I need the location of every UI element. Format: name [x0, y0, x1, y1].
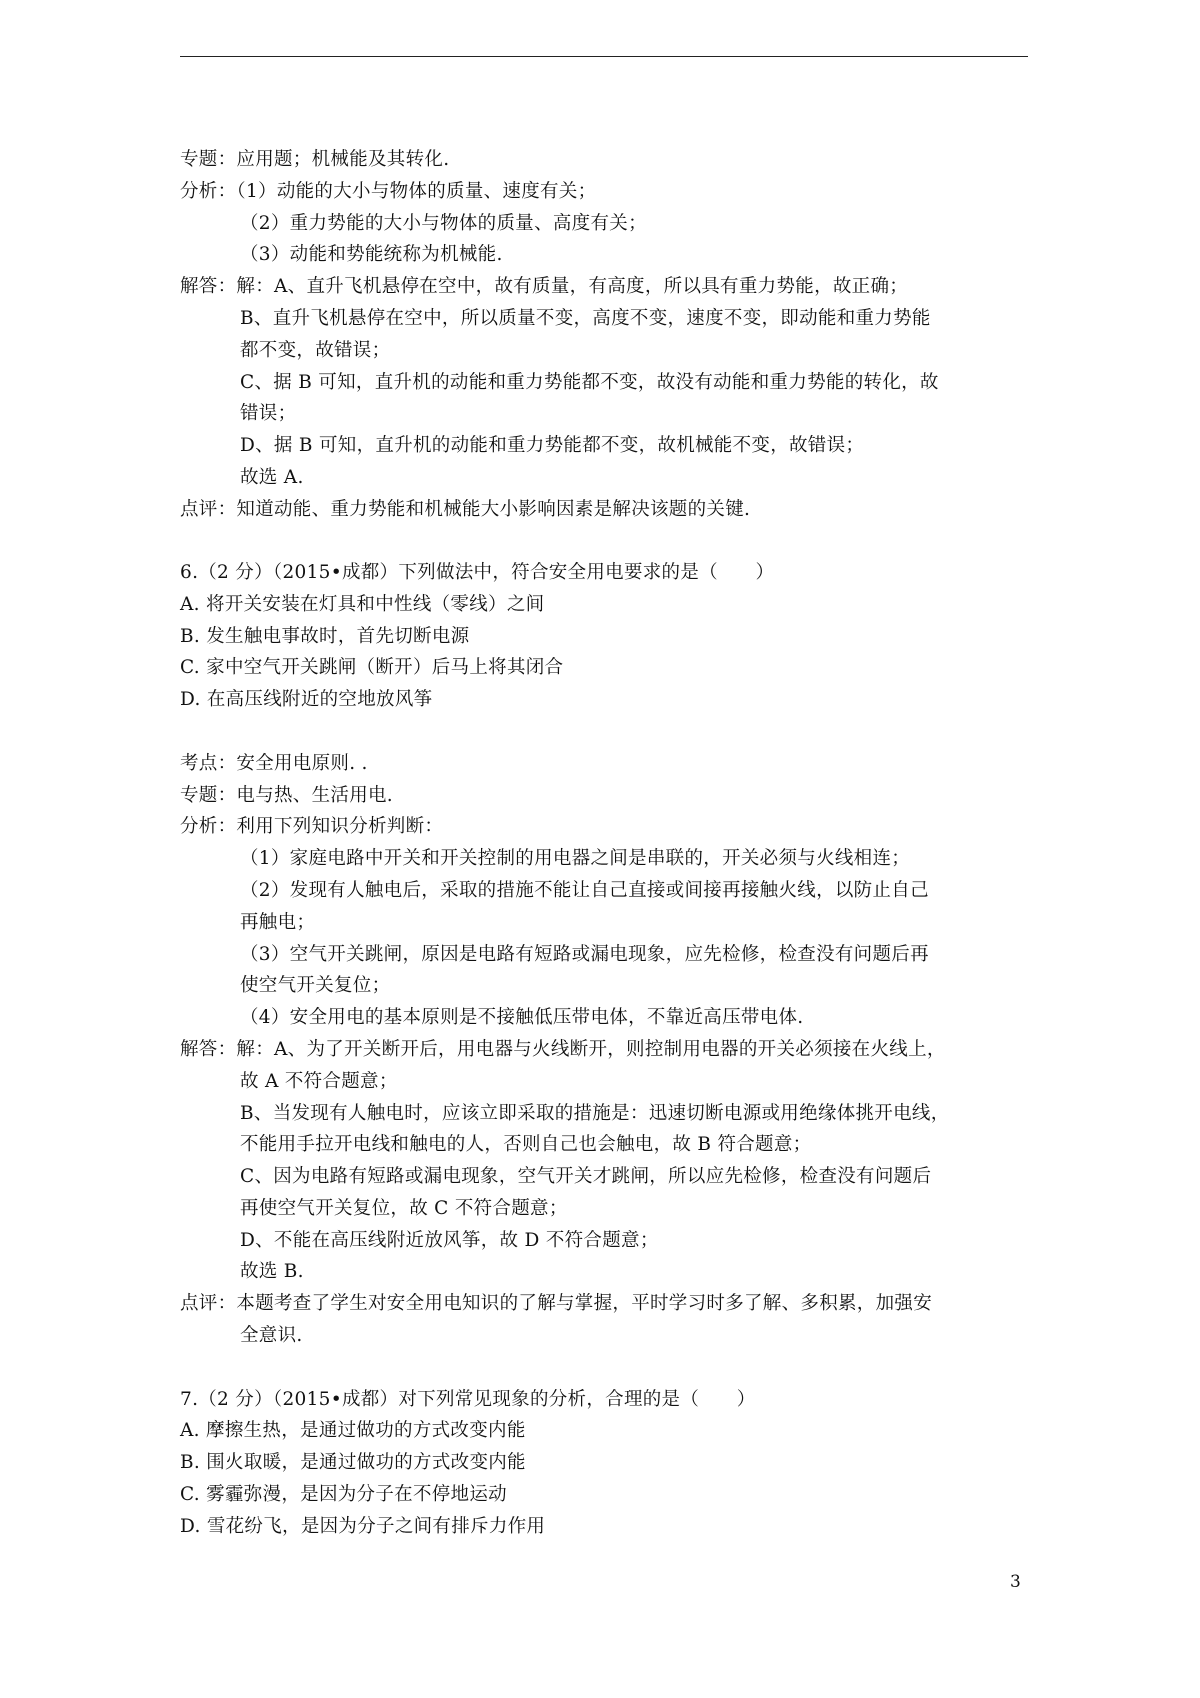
- q5-analysis-line: （2）重力势能的大小与物体的质量、高度有关；: [240, 213, 647, 234]
- q5-solution-line: 解答：解：A、直升飞机悬停在空中，故有质量，有高度，所以具有重力势能，故正确；: [180, 276, 909, 297]
- q5-solution-line: D、据 B 可知，直升机的动能和重力势能都不变，故机械能不变，故错误；: [240, 435, 865, 456]
- q5-analysis-line: 分析：（1）动能的大小与物体的质量、速度有关；: [180, 181, 597, 202]
- q6-analysis-line: 分析：利用下列知识分析判断：: [180, 816, 444, 837]
- q6-solution-line: 不能用手拉开电线和触电的人，否则自己也会触电，故 B 符合题意；: [240, 1134, 812, 1155]
- q6-option-c: C. 家中空气开关跳闸（断开）后马上将其闭合: [180, 657, 564, 678]
- q6-stem: 6.（2 分）（2015•成都）下列做法中，符合安全用电要求的是（ ）: [180, 562, 775, 583]
- q7-option-b: B. 围火取暖，是通过做功的方式改变内能: [180, 1452, 526, 1473]
- q6-analysis-line: 使空气开关复位；: [240, 975, 391, 996]
- q6-analysis-line: （2）发现有人触电后，采取的措施不能让自己直接或间接再接触火线，以防止自己: [240, 880, 929, 901]
- q5-solution-line: 故选 A.: [240, 467, 304, 488]
- q5-topic: 专题：应用题；机械能及其转化.: [180, 149, 450, 170]
- q6-option-b: B. 发生触电事故时，首先切断电源: [180, 626, 470, 647]
- q6-comment-line: 全意识.: [240, 1325, 303, 1346]
- q6-solution-line: C、因为电路有短路或漏电现象，空气开关才跳闸，所以应先检修，检查没有问题后: [240, 1166, 932, 1187]
- q6-analysis-line: （1）家庭电路中开关和开关控制的用电器之间是串联的，开关必须与火线相连；: [240, 848, 911, 869]
- q5-solution-line: C、据 B 可知，直升机的动能和重力势能都不变，故没有动能和重力势能的转化，故: [240, 372, 939, 393]
- q7-option-a: A. 摩擦生热，是通过做功的方式改变内能: [180, 1420, 526, 1441]
- q6-option-a: A. 将开关安装在灯具和中性线（零线）之间: [180, 594, 545, 615]
- q5-solution-line: 都不变，故错误；: [240, 340, 391, 361]
- q7-stem: 7.（2 分）（2015•成都）对下列常见现象的分析，合理的是（ ）: [180, 1389, 756, 1410]
- q6-analysis-line: （4）安全用电的基本原则是不接触低压带电体，不靠近高压带电体.: [240, 1007, 804, 1028]
- q7-option-d: D. 雪花纷飞，是因为分子之间有排斥力作用: [180, 1516, 546, 1537]
- q6-solution-line: 故选 B.: [240, 1261, 304, 1282]
- q6-analysis-line: 再触电；: [240, 912, 316, 933]
- page-number: 3: [1010, 1572, 1021, 1592]
- q6-analysis-line: （3）空气开关跳闸，原因是电路有短路或漏电现象，应先检修，检查没有问题后再: [240, 944, 929, 965]
- q6-solution-line: 解答：解：A、为了开关断开后，用电器与火线断开，则控制用电器的开关必须接在火线上，: [180, 1039, 946, 1060]
- q5-comment: 点评：知道动能、重力势能和机械能大小影响因素是解决该题的关键.: [180, 499, 751, 520]
- q6-point: 考点：安全用电原则. .: [180, 753, 368, 774]
- q6-solution-line: 故 A 不符合题意；: [240, 1071, 398, 1092]
- q5-analysis-line: （3）动能和势能统称为机械能.: [240, 244, 503, 265]
- q6-topic: 专题：电与热、生活用电.: [180, 785, 393, 806]
- q6-option-d: D. 在高压线附近的空地放风筝: [180, 689, 433, 710]
- header-rule: [180, 56, 1028, 57]
- q6-comment-line: 点评：本题考查了学生对安全用电知识的了解与掌握，平时学习时多了解、多积累，加强安: [180, 1293, 933, 1314]
- q6-solution-line: 再使空气开关复位，故 C 不符合题意；: [240, 1198, 568, 1219]
- q5-solution-line: B、直升飞机悬停在空中，所以质量不变，高度不变，速度不变，即动能和重力势能: [240, 308, 931, 329]
- q6-solution-line: B、当发现有人触电时，应该立即采取的措施是：迅速切断电源或用绝缘体挑开电线，: [240, 1103, 950, 1124]
- q5-solution-line: 错误；: [240, 403, 297, 424]
- q6-solution-line: D、不能在高压线附近放风筝，故 D 不符合题意；: [240, 1230, 659, 1251]
- q7-option-c: C. 雾霾弥漫，是因为分子在不停地运动: [180, 1484, 507, 1505]
